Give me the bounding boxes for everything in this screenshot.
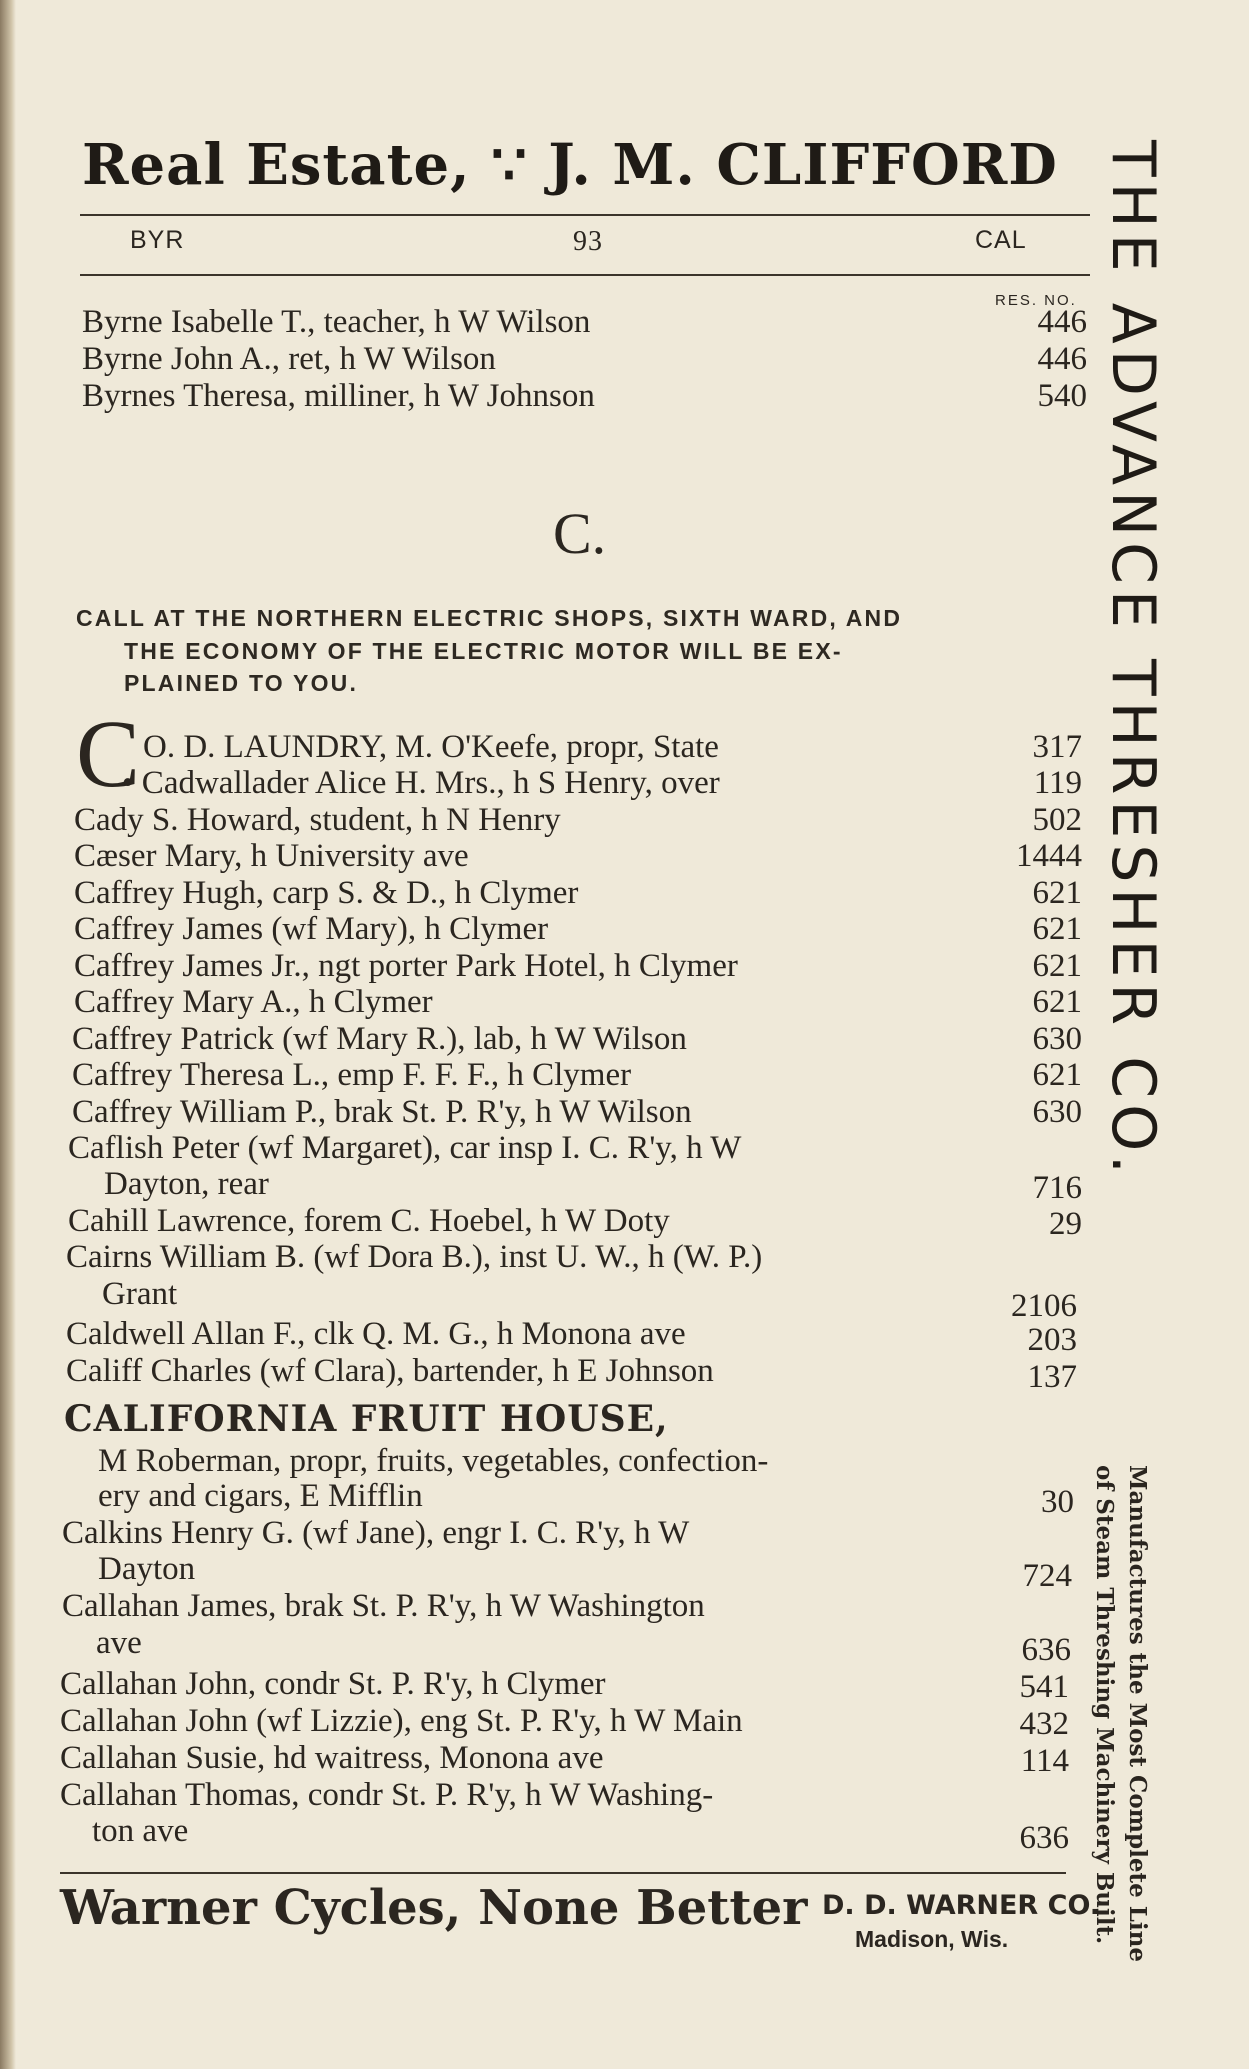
entry-text-continued: ton ave <box>92 1813 189 1849</box>
entry-text: Caffrey James Jr., ngt porter Park Hotel, h Clymer <box>74 948 738 984</box>
entry-text: M Roberman, propr, fruits, vegetables, confection- <box>98 1443 769 1479</box>
entry-text-continued: Dayton <box>98 1551 196 1587</box>
entry-text: Caffrey Mary A., h Clymer <box>74 984 433 1020</box>
running-head-left: BYR <box>130 226 185 254</box>
column-label: RES. NO. <box>995 292 1077 309</box>
running-head-right: CAL <box>975 226 1027 254</box>
tagline-line-2: of Steam Threshing Machinery Built. <box>1091 1465 1118 1945</box>
footer-advertisement: Warner Cycles, None Better <box>60 1880 808 1936</box>
entry-number: 446 <box>1037 304 1087 340</box>
entry-text: Byrnes Theresa, milliner, h W Johnson <box>82 378 595 414</box>
entry-number: 203 <box>1027 1322 1077 1358</box>
entry-number: 114 <box>1020 1743 1069 1779</box>
entry-number: 540 <box>1037 378 1087 414</box>
entry-text: Callahan Thomas, condr St. P. R'y, h W Washing- <box>60 1777 714 1813</box>
entry-text: Cairns William B. (wf Dora B.), inst U. W., h (W. P.) <box>66 1239 763 1275</box>
entry-number: 119 <box>1033 765 1082 801</box>
notice-line: THE ECONOMY OF THE ELECTRIC MOTOR WILL BE EX- <box>124 638 843 664</box>
entry-text: Caffrey Hugh, carp S. & D., h Clymer <box>74 875 579 911</box>
header-advertisement: Real Estate, ∵ J. M. CLIFFORD <box>82 132 1058 198</box>
entry-text: Callahan James, brak St. P. R'y, h W Washington <box>62 1588 705 1624</box>
header-rule-bottom <box>80 274 1090 276</box>
entry-number: 1444 <box>1016 838 1082 874</box>
entry-text: Caffrey James (wf Mary), h Clymer <box>74 911 549 947</box>
entry-text: Byrne John A., ret, h W Wilson <box>82 341 496 377</box>
entry-text: Callahan John, condr St. P. R'y, h Clymer <box>60 1666 606 1702</box>
entry-number: 2106 <box>1011 1288 1077 1324</box>
entry-number: 541 <box>1019 1669 1069 1705</box>
entry-text: Calkins Henry G. (wf Jane), engr I. C. R'y, h W <box>62 1515 690 1551</box>
entry-number: 432 <box>1019 1706 1069 1742</box>
side-advertisement-title: THE ADVANCE THRESHER CO. <box>1098 140 1168 1180</box>
notice-line: CALL AT THE NORTHERN ELECTRIC SHOPS, SIXTH WARD, AND <box>76 605 903 631</box>
entry-number: 446 <box>1037 341 1087 377</box>
entry-number: 317 <box>1032 729 1082 765</box>
business-heading: CALIFORNIA FRUIT HOUSE, <box>64 1398 669 1440</box>
entry-text: Byrne Isabelle T., teacher, h W Wilson <box>82 304 591 340</box>
entry-text: Caldwell Allan F., clk Q. M. G., h Monona ave <box>66 1316 686 1352</box>
entry-text: Caffrey Theresa L., emp F. F. F., h Clymer <box>72 1057 632 1093</box>
entry-text-continued: Grant <box>102 1276 178 1312</box>
entry-number: 137 <box>1027 1359 1077 1395</box>
entry-text-continued: Dayton, rear <box>104 1166 269 1202</box>
entry-text: Callahan Susie, hd waitress, Monona ave <box>60 1740 604 1776</box>
entry-text: O. D. LAUNDRY, M. O'Keefe, propr, State <box>143 729 719 765</box>
entry-number: 621 <box>1032 984 1082 1020</box>
entry-number: 621 <box>1032 1057 1082 1093</box>
entry-number: 716 <box>1032 1170 1082 1206</box>
entry-text: Cady S. Howard, student, h N Henry <box>74 802 561 838</box>
notice-line: PLAINED TO YOU. <box>124 670 359 696</box>
entry-text: Callahan John (wf Lizzie), eng St. P. R'y, h W Main <box>60 1703 743 1739</box>
entry-text: • Cadwallader Alice H. Mrs., h S Henry, over <box>122 765 720 801</box>
entry-number: 502 <box>1032 802 1082 838</box>
entry-text-continued: ave <box>96 1625 142 1661</box>
entry-text: Cæser Mary, h University ave <box>74 838 469 874</box>
entry-text: Caffrey Patrick (wf Mary R.), lab, h W Wilson <box>72 1021 687 1057</box>
entry-number: 636 <box>1021 1632 1071 1668</box>
footer-city: Madison, Wis. <box>855 1926 1009 1952</box>
entry-text: Caflish Peter (wf Margaret), car insp I. C. R'y, h W <box>68 1130 742 1166</box>
side-advertisement-tagline <box>1088 1465 1154 1962</box>
tagline-line-1: Manufactures the Most Complete Line <box>1124 1465 1151 1962</box>
footer-rule <box>60 1872 1066 1874</box>
entry-number: 621 <box>1032 911 1082 947</box>
entry-text: Cahill Lawrence, forem C. Hoebel, h W Doty <box>68 1203 670 1239</box>
entry-text: Califf Charles (wf Clara), bartender, h E Johnson <box>66 1353 714 1389</box>
drop-cap-letter: C <box>76 700 141 807</box>
entry-number: 636 <box>1019 1820 1069 1856</box>
header-rule-top <box>80 214 1090 216</box>
entry-number: 621 <box>1032 875 1082 911</box>
section-letter: C. <box>553 501 607 566</box>
entry-number: 29 <box>1049 1206 1082 1242</box>
entry-number: 630 <box>1032 1094 1082 1130</box>
entry-text-continued: ery and cigars, E Mifflin <box>98 1478 423 1514</box>
entry-text: Caffrey William P., brak St. P. R'y, h W Wilson <box>72 1094 692 1130</box>
entry-number: 621 <box>1032 948 1082 984</box>
footer-company: D. D. WARNER CO. <box>822 1890 1101 1921</box>
entry-number: 724 <box>1022 1558 1072 1594</box>
page-number: 93 <box>573 226 603 257</box>
entry-number: 630 <box>1032 1021 1082 1057</box>
entry-number: 30 <box>1041 1484 1074 1520</box>
